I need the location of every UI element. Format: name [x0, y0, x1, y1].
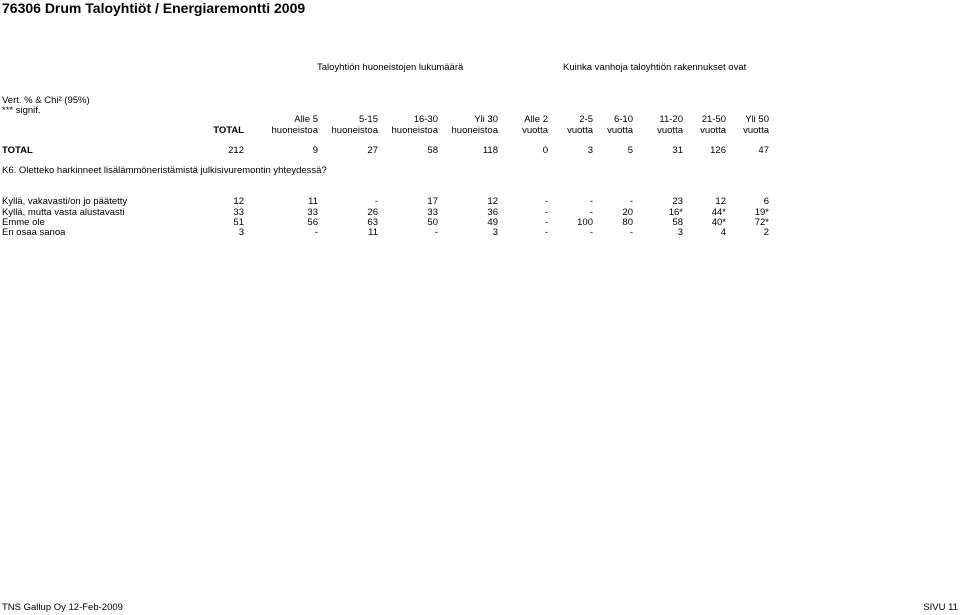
table-cell: 49 — [487, 217, 498, 228]
table-cell: 56 — [307, 217, 318, 228]
table-cell: 72* — [754, 217, 769, 228]
column-header-line1: 2-5 — [579, 114, 593, 125]
total-cell: 126 — [710, 145, 726, 156]
table-cell: 58 — [672, 217, 683, 228]
footer-left: TNS Gallup Oy 12-Feb-2009 — [2, 602, 123, 613]
report-title: 76306 Drum Taloyhtiöt / Energiaremontti 2009 — [2, 0, 306, 16]
total-cell: 9 — [312, 145, 318, 156]
table-cell: 11 — [308, 196, 318, 207]
total-cell: 31 — [672, 145, 683, 156]
table-cell: - — [589, 207, 593, 218]
signif-note: *** signif. — [2, 105, 41, 116]
row-label: Emme ole — [2, 217, 45, 228]
column-header-line1: 6-10 — [613, 114, 633, 125]
total-cell: 118 — [482, 145, 498, 156]
column-header-line1: Alle 2 — [524, 114, 548, 125]
table-cell: 3 — [677, 227, 683, 238]
total-cell: 212 — [228, 145, 244, 156]
table-cell: 4 — [720, 227, 726, 238]
column-header-line1: 16-30 — [413, 114, 438, 125]
column-header-line2: vuotta — [607, 125, 633, 136]
column-header-line2: huoneistoa — [451, 125, 498, 136]
total-cell: 27 — [367, 145, 378, 156]
column-header-line2: huoneistoa — [391, 125, 438, 136]
table-cell: 63 — [367, 217, 378, 228]
table-cell: - — [544, 196, 548, 207]
table-cell: 100 — [577, 217, 593, 228]
column-header-line1: 21-50 — [701, 114, 726, 125]
table-cell: - — [544, 217, 548, 228]
table-cell: - — [374, 196, 378, 207]
table-cell: 16* — [668, 207, 683, 218]
table-cell: 19* — [754, 207, 769, 218]
total-cell: 5 — [627, 145, 633, 156]
column-header-line1: Alle 5 — [294, 114, 318, 125]
total-cell: 47 — [758, 145, 769, 156]
group-header-building-age: Kuinka vanhoja taloyhtiön rakennukset ovat — [563, 62, 747, 73]
column-header-line2: vuotta — [567, 125, 593, 136]
column-header-line1: Yli 30 — [474, 114, 498, 125]
table-cell: 12 — [715, 196, 726, 207]
total-cell: 58 — [427, 145, 438, 156]
table-cell: 12 — [487, 196, 498, 207]
column-header-line2: vuotta — [522, 125, 548, 136]
column-header-line2: huoneistoa — [271, 125, 318, 136]
table-cell: 36 — [487, 207, 498, 218]
table-cell: 40* — [711, 217, 726, 228]
table-cell: 51 — [233, 217, 244, 228]
table-cell: 3 — [238, 227, 244, 238]
column-header-line2: vuotta — [743, 125, 769, 136]
table-cell: 11 — [368, 227, 378, 238]
table-cell: - — [589, 227, 593, 238]
column-header-line1: 5-15 — [358, 114, 378, 125]
table-cell: 20 — [622, 207, 633, 218]
table-cell: - — [434, 227, 438, 238]
table-cell: 3 — [492, 227, 498, 238]
table-cell: 17 — [427, 196, 438, 207]
table-cell: - — [544, 207, 548, 218]
column-header-line2: TOTAL — [213, 125, 244, 136]
table-cell: 2 — [763, 227, 769, 238]
column-header-line1: Yli 50 — [745, 114, 769, 125]
footer-right: SIVU 11 — [923, 602, 958, 613]
table-cell: - — [629, 196, 633, 207]
question-text: K6. Oletteko harkinneet lisälämmöneristämistä julkisivuremontin yhteydessä? — [2, 165, 327, 176]
table-cell: - — [589, 196, 593, 207]
column-header-line2: vuotta — [657, 125, 683, 136]
row-label: Kyllä, vakavasti/on jo päätetty — [2, 196, 128, 207]
row-label: Kyllä, mutta vasta alustavasti — [2, 207, 125, 218]
table-cell: - — [629, 227, 633, 238]
table-cell: 44* — [711, 207, 726, 218]
table-cell: 26 — [367, 207, 378, 218]
column-header-line1: 11-20 — [659, 114, 683, 125]
table-cell: - — [544, 227, 548, 238]
table-cell: 33 — [307, 207, 318, 218]
table-cell: 12 — [233, 196, 244, 207]
table-cell: - — [314, 227, 318, 238]
table-cell: 33 — [233, 207, 244, 218]
group-header-apartments: Taloyhtiön huoneistojen lukumäärä — [317, 62, 464, 73]
table-cell: 6 — [763, 196, 769, 207]
table-cell: 33 — [427, 207, 438, 218]
total-row-label: TOTAL — [2, 145, 33, 156]
stat-note: Vert. % & Chi² (95%) — [2, 95, 90, 106]
table-cell: 50 — [427, 217, 438, 228]
total-cell: 0 — [542, 145, 548, 156]
table-cell: 80 — [622, 217, 633, 228]
total-cell: 3 — [587, 145, 593, 156]
table-cell: 23 — [672, 196, 683, 207]
column-header-line2: huoneistoa — [331, 125, 378, 136]
row-label: En osaa sanoa — [2, 227, 66, 238]
column-header-line2: vuotta — [700, 125, 726, 136]
